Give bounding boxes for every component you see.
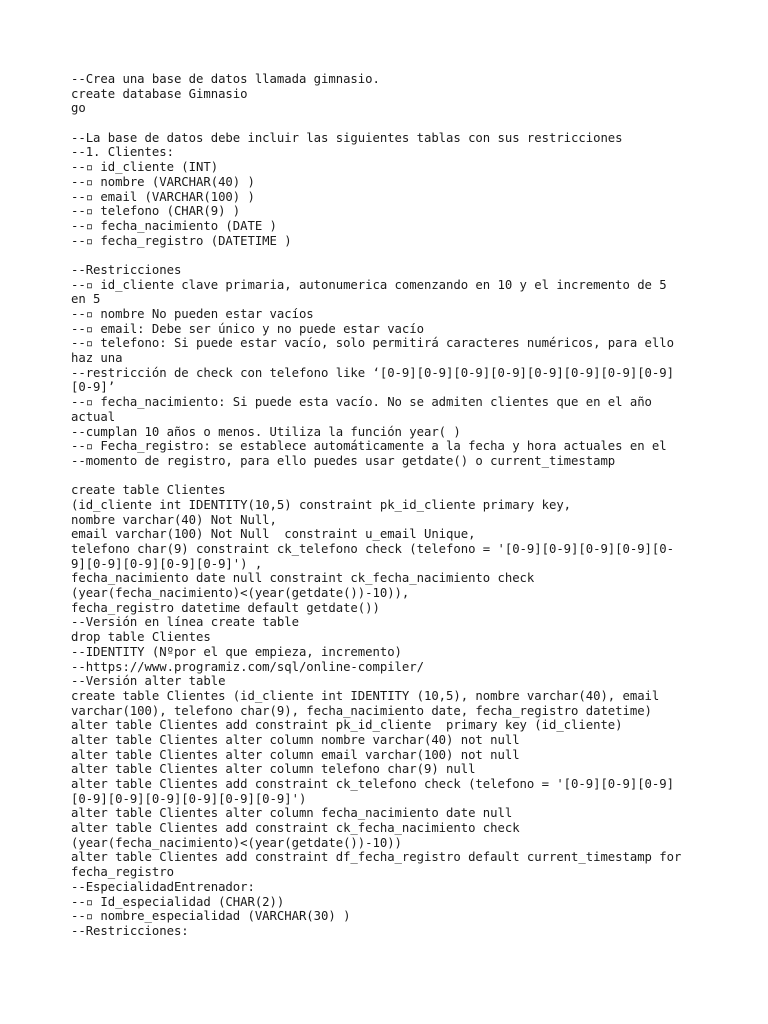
text-line: drop table Clientes: [71, 630, 211, 645]
text-line: create database Gimnasio: [71, 86, 248, 101]
text-line: --restricción de check con telefono like ‘[0-9][0-9][0-9][0-9][0-9][0-9][0-9][0-9]: [71, 365, 674, 380]
text-line: --cumplan 10 años o menos. Utiliza la función year( ): [71, 424, 461, 439]
text-line: alter table Clientes add constraint ck_telefono check (telefono = '[0-9][0-9][0-9]: [71, 777, 674, 791]
text-line: --▫ email (VARCHAR(100) ): [71, 189, 255, 204]
text-line: email varchar(100) Not Null constraint u_email Unique,: [71, 527, 476, 542]
text-line: --1. Clientes:: [71, 145, 174, 160]
text-line: --Crea una base de datos llamada gimnasio.: [71, 72, 380, 86]
text-line: --▫ nombre No pueden estar vacíos: [71, 307, 314, 321]
text-line: haz una: [71, 351, 123, 366]
text-line: --La base de datos debe incluir las siguientes tablas con sus restricciones: [71, 130, 623, 145]
text-line: --▫ fecha_nacimiento (DATE ): [71, 218, 277, 233]
text-line: (id_cliente int IDENTITY(10,5) constraint pk_id_cliente primary key,: [71, 497, 572, 512]
text-line: (year(fecha_nacimiento)<(year(getdate())-10)): [71, 835, 402, 850]
text-line: go: [71, 101, 86, 116]
text-line: alter table Clientes alter column email varchar(100) not null: [71, 747, 520, 762]
text-line: --▫ id_cliente clave primaria, autonumerica comenzando en 10 y el incremento de 5: [71, 277, 667, 292]
text-line: --▫ id_cliente (INT): [71, 160, 219, 175]
text-line: --momento de registro, para ello puedes usar getdate() o current_timestamp: [71, 453, 616, 468]
text-line: alter table Clientes alter column fecha_nacimiento date null: [71, 806, 513, 821]
text-line: nombre varchar(40) Not Null,: [71, 512, 277, 527]
text-line: alter table Clientes add constraint pk_id_cliente primary key (id_cliente): [71, 718, 623, 733]
text-line: --Restricciones: [71, 262, 182, 277]
text-line: [0-9]’: [71, 380, 116, 395]
text-line: alter table Clientes add constraint df_fecha_registro default current_timestamp for: [71, 850, 682, 865]
text-line: --EspecialidadEntrenador:: [71, 879, 255, 894]
text-line: alter table Clientes alter column nombre varchar(40) not null: [71, 732, 520, 747]
text-line: (year(fecha_nacimiento)<(year(getdate())-10)),: [71, 586, 410, 601]
text-line: --https://www.programiz.com/sql/online-compiler/: [71, 659, 424, 674]
text-line: fecha_registro datetime default getdate()): [71, 600, 380, 615]
text-line: 9][0-9][0-9][0-9][0-9]') ,: [71, 556, 263, 571]
blank-line: [71, 248, 711, 263]
text-line: --Restricciones:: [71, 923, 189, 938]
text-line: alter table Clientes alter column telefono char(9) null: [71, 762, 476, 777]
text-line: --▫ Id_especialidad (CHAR(2)): [71, 894, 285, 909]
text-line: --▫ nombre_especialidad (VARCHAR(30) ): [71, 909, 351, 924]
text-line: fecha_registro: [71, 865, 174, 880]
text-line: --Versión en línea create table: [71, 615, 299, 630]
text-line: --▫ Fecha_registro: se establece automáticamente a la fecha y hora actuales en el: [71, 439, 667, 454]
blank-line: [71, 469, 711, 484]
text-line: create table Clientes: [71, 483, 226, 498]
text-line: --▫ telefono: Si puede estar vacío, solo permitirá caracteres numéricos, para ello: [71, 336, 674, 351]
blank-line: [71, 116, 711, 131]
text-line: --▫ nombre (VARCHAR(40) ): [71, 174, 255, 189]
text-line: en 5: [71, 292, 101, 307]
text-line: telefono char(9) constraint ck_telefono check (telefono = '[0-9][0-9][0-9][0-9][0-: [71, 542, 674, 556]
text-line: --▫ email: Debe ser único y no puede estar vacío: [71, 321, 424, 336]
text-line: alter table Clientes add constraint ck_fecha_nacimiento check: [71, 821, 520, 836]
text-line: --▫ fecha_nacimiento: Si puede esta vacío. No se admiten clientes que en el año: [71, 395, 652, 410]
text-line: --Versión alter table: [71, 674, 226, 689]
text-line: --▫ fecha_registro (DATETIME ): [71, 233, 292, 248]
text-line: create table Clientes (id_cliente int IDENTITY (10,5), nombre varchar(40), email: [71, 688, 660, 703]
document-page: [71, 72, 711, 939]
text-line: --▫ telefono (CHAR(9) ): [71, 204, 241, 219]
text-line: [0-9][0-9][0-9][0-9][0-9][0-9]'): [71, 791, 307, 806]
text-line: fecha_nacimiento date null constraint ck_fecha_nacimiento check: [71, 571, 535, 586]
text-line: actual: [71, 409, 116, 424]
text-line: varchar(100), telefono char(9), fecha_nacimiento date, fecha_registro datetime): [71, 703, 652, 718]
text-line: --IDENTITY (Nºpor el que empieza, incremento): [71, 644, 402, 659]
